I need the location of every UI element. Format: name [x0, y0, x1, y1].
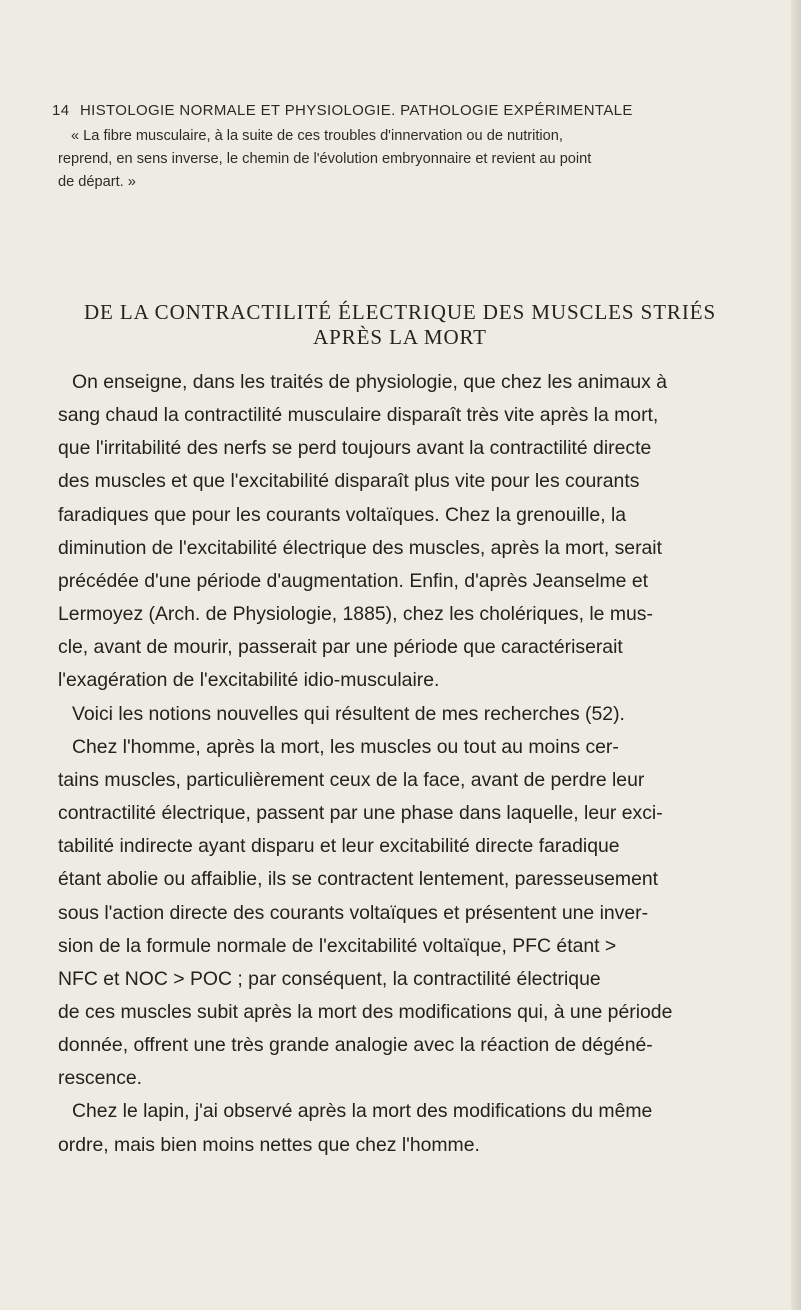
- paragraph-line: précédée d'une période d'augmentation. Enfin, d'après Jeanselme et: [58, 569, 648, 592]
- paragraph-line: Lermoyez (Arch. de Physiologie, 1885), chez les cholériques, le mus-: [58, 603, 653, 626]
- body-text: [58, 366, 764, 1162]
- paragraph-line: étant abolie ou affaiblie, ils se contractent lentement, paresseusement: [58, 868, 659, 891]
- paragraph-line: des muscles et que l'excitabilité disparaît plus vite pour les courants: [58, 470, 640, 493]
- running-head: [52, 102, 762, 119]
- page-number: 14: [52, 102, 70, 119]
- paragraph-line: sang chaud la contractilité musculaire disparaît très vite après la mort,: [58, 404, 659, 427]
- paragraph-line: Voici les notions nouvelles qui résultent de mes recherches (52).: [72, 702, 625, 725]
- paragraph-line: ordre, mais bien moins nettes que chez l'homme.: [58, 1133, 480, 1156]
- paragraph-line: cle, avant de mourir, passerait par une période que caractériserait: [58, 636, 623, 659]
- paragraph-line: Chez le lapin, j'ai observé après la mort des modifications du même: [72, 1100, 653, 1123]
- running-head-title: HISTOLOGIE NORMALE ET PHYSIOLOGIE. PATHOLOGIE EXPÉRIMENTALE: [80, 102, 633, 119]
- paragraph-line: que l'irritabilité des nerfs se perd toujours avant la contractilité directe: [58, 437, 652, 460]
- quote-line: « La fibre musculaire, à la suite de ces troubles d'innervation ou de nutrition,: [71, 128, 563, 144]
- paragraph-line: rescence.: [58, 1067, 143, 1090]
- paragraph-line: On enseigne, dans les traités de physiologie, que chez les animaux à: [72, 371, 668, 393]
- page-edge: [791, 0, 801, 1310]
- paragraph-line: NFC et NOC > POC ; par conséquent, la contractilité électrique: [58, 967, 601, 990]
- paragraph-line: sion de la formule normale de l'excitabilité voltaïque, PFC étant >: [58, 934, 617, 957]
- paragraph-line: faradiques que pour les courants voltaïques. Chez la grenouille, la: [58, 503, 627, 526]
- paragraph-line: l'exagération de l'excitabilité idio-musculaire.: [58, 669, 440, 692]
- section-heading-line-2: APRÈS LA MORT: [313, 325, 487, 349]
- paragraph-line: diminution de l'excitabilité électrique des muscles, après la mort, serait: [58, 536, 663, 559]
- quote-line: de départ. »: [58, 174, 136, 190]
- paragraph-line: tabilité indirecte ayant disparu et leur excitabilité directe faradique: [58, 835, 620, 858]
- section-heading-line-1: DE LA CONTRACTILITÉ ÉLECTRIQUE DES MUSCLES STRIÉS: [83, 300, 717, 324]
- paragraph-line: tains muscles, particulièrement ceux de la face, avant de perdre leur: [58, 768, 645, 791]
- quote-line: reprend, en sens inverse, le chemin de l'évolution embryonnaire et revient au point: [58, 151, 592, 167]
- closing-quotation: [58, 125, 748, 194]
- paragraph-line: contractilité électrique, passent par une phase dans laquelle, leur exci-: [58, 802, 663, 825]
- paragraph-line: Chez l'homme, après la mort, les muscles ou tout au moins cer-: [72, 735, 619, 758]
- paragraph-line: de ces muscles subit après la mort des modifications qui, à une période: [58, 1000, 673, 1023]
- paragraph-line: sous l'action directe des courants voltaïques et présentent une inver-: [58, 901, 649, 924]
- paragraph-line: donnée, offrent une très grande analogie avec la réaction de dégéné-: [58, 1034, 653, 1057]
